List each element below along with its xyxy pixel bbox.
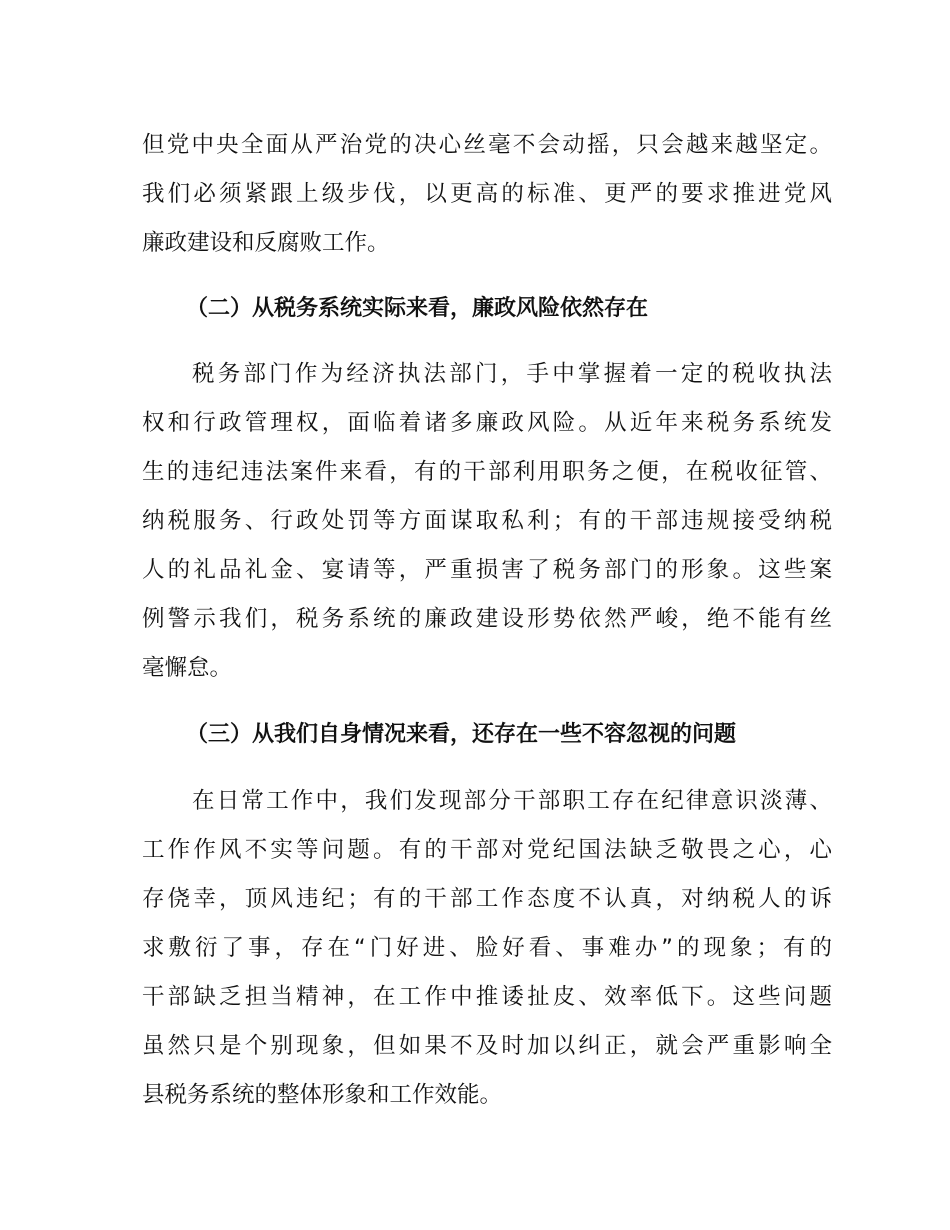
section-heading-2: （二）从税务系统实际来看，廉政风险依然存在 bbox=[186, 296, 649, 321]
paragraph-2-line-2: 权和行政管理权，面临着诸多廉政风险。从近年来税务系统发 bbox=[142, 410, 832, 436]
section-heading-3: （三）从我们自身情况来看，还存在一些不容忽视的问题 bbox=[186, 722, 737, 747]
intro-line-3: 廉政建设和反腐败工作。 bbox=[142, 230, 390, 256]
paragraph-2-line-7: 毫懈怠。 bbox=[142, 655, 233, 681]
paragraph-2-line-3: 生的违纪违法案件来看，有的干部利用职务之便，在税收征管、 bbox=[142, 459, 832, 485]
paragraph-3-line-5: 干部缺乏担当精神，在工作中推诿扯皮、效率低下。这些问题 bbox=[142, 984, 832, 1010]
paragraph-3-line-2: 工作作风不实等问题。有的干部对党纪国法缺乏敬畏之心，心 bbox=[142, 837, 832, 863]
paragraph-3-line-1: 在日常工作中，我们发现部分干部职工存在纪律意识淡薄、 bbox=[192, 788, 832, 814]
paragraph-3-line-7: 县税务系统的整体形象和工作效能。 bbox=[142, 1082, 503, 1108]
paragraph-3-line-6: 虽然只是个别现象，但如果不及时加以纠正，就会严重影响全 bbox=[142, 1033, 832, 1059]
paragraph-2-line-6: 例警示我们，税务系统的廉政建设形势依然严峻，绝不能有丝 bbox=[142, 606, 832, 632]
paragraph-2-line-4: 纳税服务、行政处罚等方面谋取私利；有的干部违规接受纳税 bbox=[142, 508, 832, 534]
intro-line-1: 但党中央全面从严治党的决心丝毫不会动摇，只会越来越坚定。 bbox=[142, 132, 832, 158]
intro-line-2: 我们必须紧跟上级步伐，以更高的标准、更严的要求推进党风 bbox=[142, 181, 832, 207]
paragraph-3-line-4: 求敷衍了事，存在“门好进、脸好看、事难办”的现象；有的 bbox=[142, 935, 832, 961]
paragraph-3-line-3: 存侥幸，顶风违纪；有的干部工作态度不认真，对纳税人的诉 bbox=[142, 886, 832, 912]
paragraph-2-line-5: 人的礼品礼金、宴请等，严重损害了税务部门的形象。这些案 bbox=[142, 557, 832, 583]
paragraph-2-line-1: 税务部门作为经济执法部门，手中掌握着一定的税收执法 bbox=[192, 361, 832, 387]
